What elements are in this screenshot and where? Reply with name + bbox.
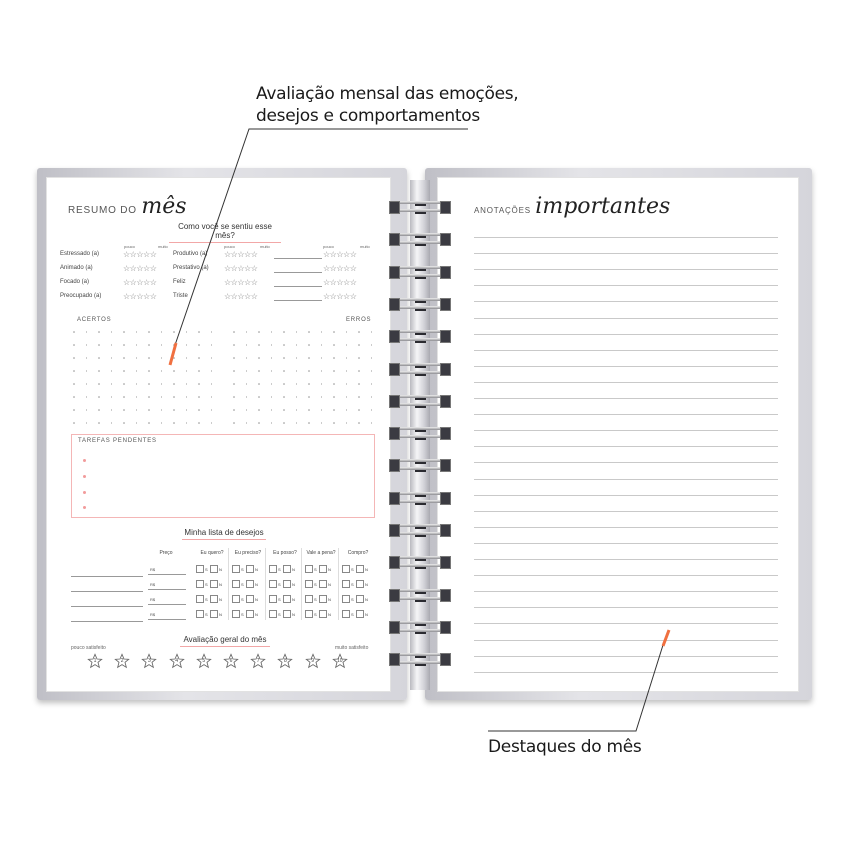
wishlist-column-header: Eu quero? — [200, 550, 224, 556]
rating-number: 4 — [175, 658, 178, 664]
scale-high-1: muito — [158, 244, 168, 249]
yes-label: S — [351, 612, 354, 617]
star-rating[interactable]: ☆☆☆☆☆ — [224, 278, 258, 287]
star-rating[interactable]: ☆☆☆☆☆ — [224, 250, 258, 259]
feeling-label: Estressado (a) — [60, 251, 100, 257]
scale-high-3: muito — [360, 244, 370, 249]
left-title-prefix: RESUMO DO — [68, 205, 137, 216]
callout-top-tip — [170, 343, 176, 365]
price-header: Preço — [159, 550, 173, 556]
currency-label: R$ — [150, 567, 156, 572]
wishlist-column-header: Compro? — [347, 550, 369, 556]
feeling-label: Animado (a) — [60, 265, 93, 271]
wishlist-column-header: Eu posso? — [273, 550, 297, 556]
no-label: N — [365, 597, 368, 602]
yes-label: S — [314, 567, 317, 572]
yes-label: S — [278, 612, 281, 617]
wishlist-title: Minha lista de desejos — [182, 528, 266, 540]
yes-label: S — [278, 567, 281, 572]
rating-low-label: pouco satisfeito — [71, 645, 106, 651]
yes-label: S — [314, 597, 317, 602]
wishlist-column-header: Vale a pena? — [306, 550, 336, 556]
no-label: N — [292, 582, 295, 587]
star-rating[interactable]: ☆☆☆☆☆ — [123, 278, 157, 287]
rating-number: 5 — [202, 658, 206, 664]
no-label: N — [292, 597, 295, 602]
yes-label: S — [205, 567, 208, 572]
star-rating[interactable]: ☆☆☆☆☆ — [323, 264, 357, 273]
yes-label: S — [278, 582, 281, 587]
star-rating[interactable]: ☆☆☆☆☆ — [224, 292, 258, 301]
callout-top-leader — [174, 129, 468, 348]
yes-label: S — [351, 597, 354, 602]
scale-high-2: muito — [260, 244, 270, 249]
no-label: N — [328, 582, 331, 587]
callout-highlights: Destaques do mês — [488, 737, 642, 757]
rating-number: 10 — [337, 658, 343, 664]
currency-label: R$ — [150, 582, 156, 587]
no-label: N — [328, 612, 331, 617]
callout-bottom-tip — [663, 630, 669, 646]
no-label: N — [219, 582, 222, 587]
yes-label: S — [241, 612, 244, 617]
star-rating[interactable]: ☆☆☆☆☆ — [323, 292, 357, 301]
yes-label: S — [314, 582, 317, 587]
no-label: N — [328, 597, 331, 602]
star-rating[interactable]: ☆☆☆☆☆ — [123, 264, 157, 273]
no-label: N — [255, 597, 258, 602]
no-label: N — [365, 567, 368, 572]
scale-low-1: pouco — [124, 244, 135, 249]
wishlist-column-header: Eu preciso? — [234, 550, 262, 556]
yes-label: S — [314, 612, 317, 617]
star-rating[interactable]: ☆☆☆☆☆ — [123, 292, 157, 301]
no-label: N — [292, 567, 295, 572]
no-label: N — [219, 612, 222, 617]
star-rating[interactable]: ☆☆☆☆☆ — [323, 250, 357, 259]
yes-label: S — [278, 597, 281, 602]
yes-label: S — [351, 582, 354, 587]
currency-label: R$ — [150, 612, 156, 617]
rating-title: Avaliação geral do mês — [180, 635, 270, 647]
left-title-script: mês — [141, 194, 187, 219]
feeling-label: Triste — [173, 293, 188, 299]
star-rating[interactable]: ☆☆☆☆☆ — [224, 264, 258, 273]
no-label: N — [328, 567, 331, 572]
no-label: N — [219, 567, 222, 572]
rating-number: 6 — [229, 658, 233, 664]
feeling-label: Preocupado (a) — [60, 293, 102, 299]
scale-low-2: pouco — [224, 244, 235, 249]
right-title-script: importantes — [535, 194, 671, 219]
feeling-label: Feliz — [173, 279, 186, 285]
erros-label: ERROS — [346, 317, 372, 323]
no-label: N — [219, 597, 222, 602]
feeling-label: Prestativo (a) — [173, 265, 209, 271]
yes-label: S — [351, 567, 354, 572]
yes-label: S — [205, 582, 208, 587]
no-label: N — [365, 612, 368, 617]
feeling-label: Focado (a) — [60, 279, 90, 285]
yes-label: S — [241, 582, 244, 587]
yes-label: S — [241, 597, 244, 602]
yes-label: S — [205, 612, 208, 617]
tasks-title: TAREFAS PENDENTES — [78, 438, 157, 444]
star-rating[interactable]: ☆☆☆☆☆ — [123, 250, 157, 259]
feeling-label: Produtivo (a) — [173, 251, 208, 257]
currency-label: R$ — [150, 597, 156, 602]
no-label: N — [365, 582, 368, 587]
no-label: N — [255, 582, 258, 587]
callout-bottom-leader — [488, 645, 663, 731]
rating-high-label: muito satisfeito — [335, 645, 369, 651]
callout-emotions-line2: desejos e comportamentos — [256, 106, 480, 126]
star-rating[interactable]: ☆☆☆☆☆ — [323, 278, 357, 287]
no-label: N — [255, 612, 258, 617]
scale-low-3: pouco — [323, 244, 334, 249]
right-title-prefix: ANOTAÇÕES — [474, 206, 531, 215]
yes-label: S — [205, 597, 208, 602]
no-label: N — [292, 612, 295, 617]
rating-number: 9 — [311, 658, 314, 664]
feelings-title: Como você se sentiu esse mês? — [169, 222, 281, 243]
rating-number: 3 — [148, 658, 151, 664]
rating-number: 7 — [256, 658, 260, 664]
yes-label: S — [241, 567, 244, 572]
callout-emotions-line1: Avaliação mensal das emoções, — [256, 84, 519, 104]
rating-number: 1 — [93, 658, 97, 664]
rating-number: 8 — [284, 658, 287, 664]
acertos-label: ACERTOS — [77, 317, 112, 323]
rating-number: 2 — [120, 658, 124, 664]
no-label: N — [255, 567, 258, 572]
